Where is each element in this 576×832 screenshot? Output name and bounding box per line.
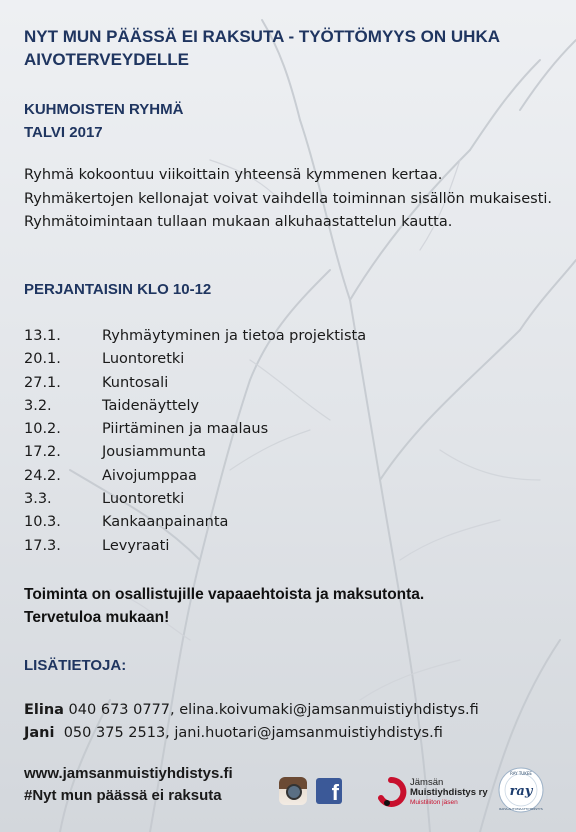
- hashtag: #Nyt mun päässä ei raksuta: [24, 787, 222, 804]
- schedule-list: [24, 325, 366, 558]
- schedule-activity: Luontoretki: [102, 491, 185, 508]
- instagram-icon[interactable]: [279, 777, 307, 805]
- intro-paragraph: Ryhmä kokoontuu viikoittain yhteensä kymmenen kertaa. Ryhmäkertojen kellonajat voivat vaihdella toiminnan sisällön mukaisesti. Ryhmätoimintaan tullaan mukaan alkuhaastattelun kautta.: [24, 167, 553, 230]
- schedule-activity: Ryhmäytyminen ja tietoa projektista: [102, 328, 367, 344]
- schedule-row: [24, 325, 366, 348]
- schedule-activity: Kuntosali: [102, 374, 169, 391]
- schedule-activity: Luontoretki: [102, 351, 185, 368]
- schedule-row: [24, 511, 366, 534]
- schedule-activity: Levyraati: [102, 537, 170, 554]
- ray-wordmark: ray: [509, 784, 533, 799]
- schedule-date: 10.3.: [24, 514, 61, 531]
- schedule-activity: Jousiammunta: [102, 444, 207, 461]
- association-line: Muistiyhdistys ry: [410, 787, 488, 798]
- contact-name: Jani: [24, 725, 55, 741]
- schedule-date: 10.2.: [24, 421, 61, 438]
- schedule-row: [24, 488, 366, 511]
- schedule-row: [24, 395, 366, 418]
- contact-name: Elina: [24, 702, 64, 718]
- schedule-date: 3.3.: [24, 491, 52, 508]
- schedule-activity: Kankaanpainanta: [102, 514, 229, 531]
- facebook-icon[interactable]: f: [316, 778, 342, 804]
- schedule-date: 20.1.: [24, 351, 61, 368]
- schedule-row: [24, 418, 366, 441]
- schedule-date: 24.2.: [24, 467, 61, 484]
- schedule-date: 27.1.: [24, 374, 61, 391]
- ray-logo-icon: [497, 766, 545, 814]
- footer-links: [24, 763, 233, 807]
- page-title: NYT MUN PÄÄSSÄ EI RAKSUTA - TYÖTTÖMYYS ON UHKA AIVOTERVEYDELLE: [24, 27, 500, 69]
- notice-line-free: Toiminta on osallistujille vapaaehtoista ja maksutonta.: [24, 586, 425, 603]
- contact-details[interactable]: 050 375 2513, jani.huotari@jamsanmuistiyhdistys.fi: [54, 725, 443, 741]
- association-line: Jämsän: [410, 777, 444, 788]
- participation-notice: [24, 583, 424, 629]
- schedule-date: 17.2.: [24, 444, 61, 461]
- schedule-row: [24, 348, 366, 371]
- schedule-activity: Piirtäminen ja maalaus: [102, 421, 269, 438]
- contact-row: [24, 699, 479, 722]
- more-info-heading: LISÄTIETOJA:: [24, 657, 127, 674]
- contact-row: [24, 722, 479, 745]
- schedule-row: [24, 535, 366, 558]
- association-member-note: Muistiliiton jäsen: [410, 799, 458, 806]
- group-heading: [24, 98, 183, 144]
- schedule-date: 13.1.: [24, 328, 61, 344]
- schedule-row: [24, 372, 366, 395]
- schedule-activity: Taidenäyttely: [102, 397, 200, 414]
- schedule-date: 3.2.: [24, 397, 52, 414]
- ray-ring-top: RAY TUKEE: [510, 771, 532, 776]
- ray-ring-bottom: RAHA-AUTOMAATTIYHDISTYS: [499, 807, 543, 811]
- notice-line-welcome: Tervetuloa mukaan!: [24, 609, 170, 626]
- contact-list: [24, 699, 479, 745]
- website-link[interactable]: www.jamsanmuistiyhdistys.fi: [24, 765, 233, 782]
- schedule-row: [24, 441, 366, 464]
- muistiyhdistys-logo-icon: [375, 776, 407, 808]
- schedule-date: 17.3.: [24, 537, 61, 554]
- group-season: TALVI 2017: [24, 124, 103, 141]
- schedule-heading: PERJANTAISIN KLO 10-12: [24, 281, 212, 298]
- schedule-activity: Aivojumppaa: [102, 467, 197, 484]
- association-name: [410, 778, 488, 808]
- schedule-row: [24, 465, 366, 488]
- contact-details[interactable]: 040 673 0777, elina.koivumaki@jamsanmuistiyhdistys.fi: [63, 702, 479, 718]
- group-name: KUHMOISTEN RYHMÄ: [24, 101, 184, 118]
